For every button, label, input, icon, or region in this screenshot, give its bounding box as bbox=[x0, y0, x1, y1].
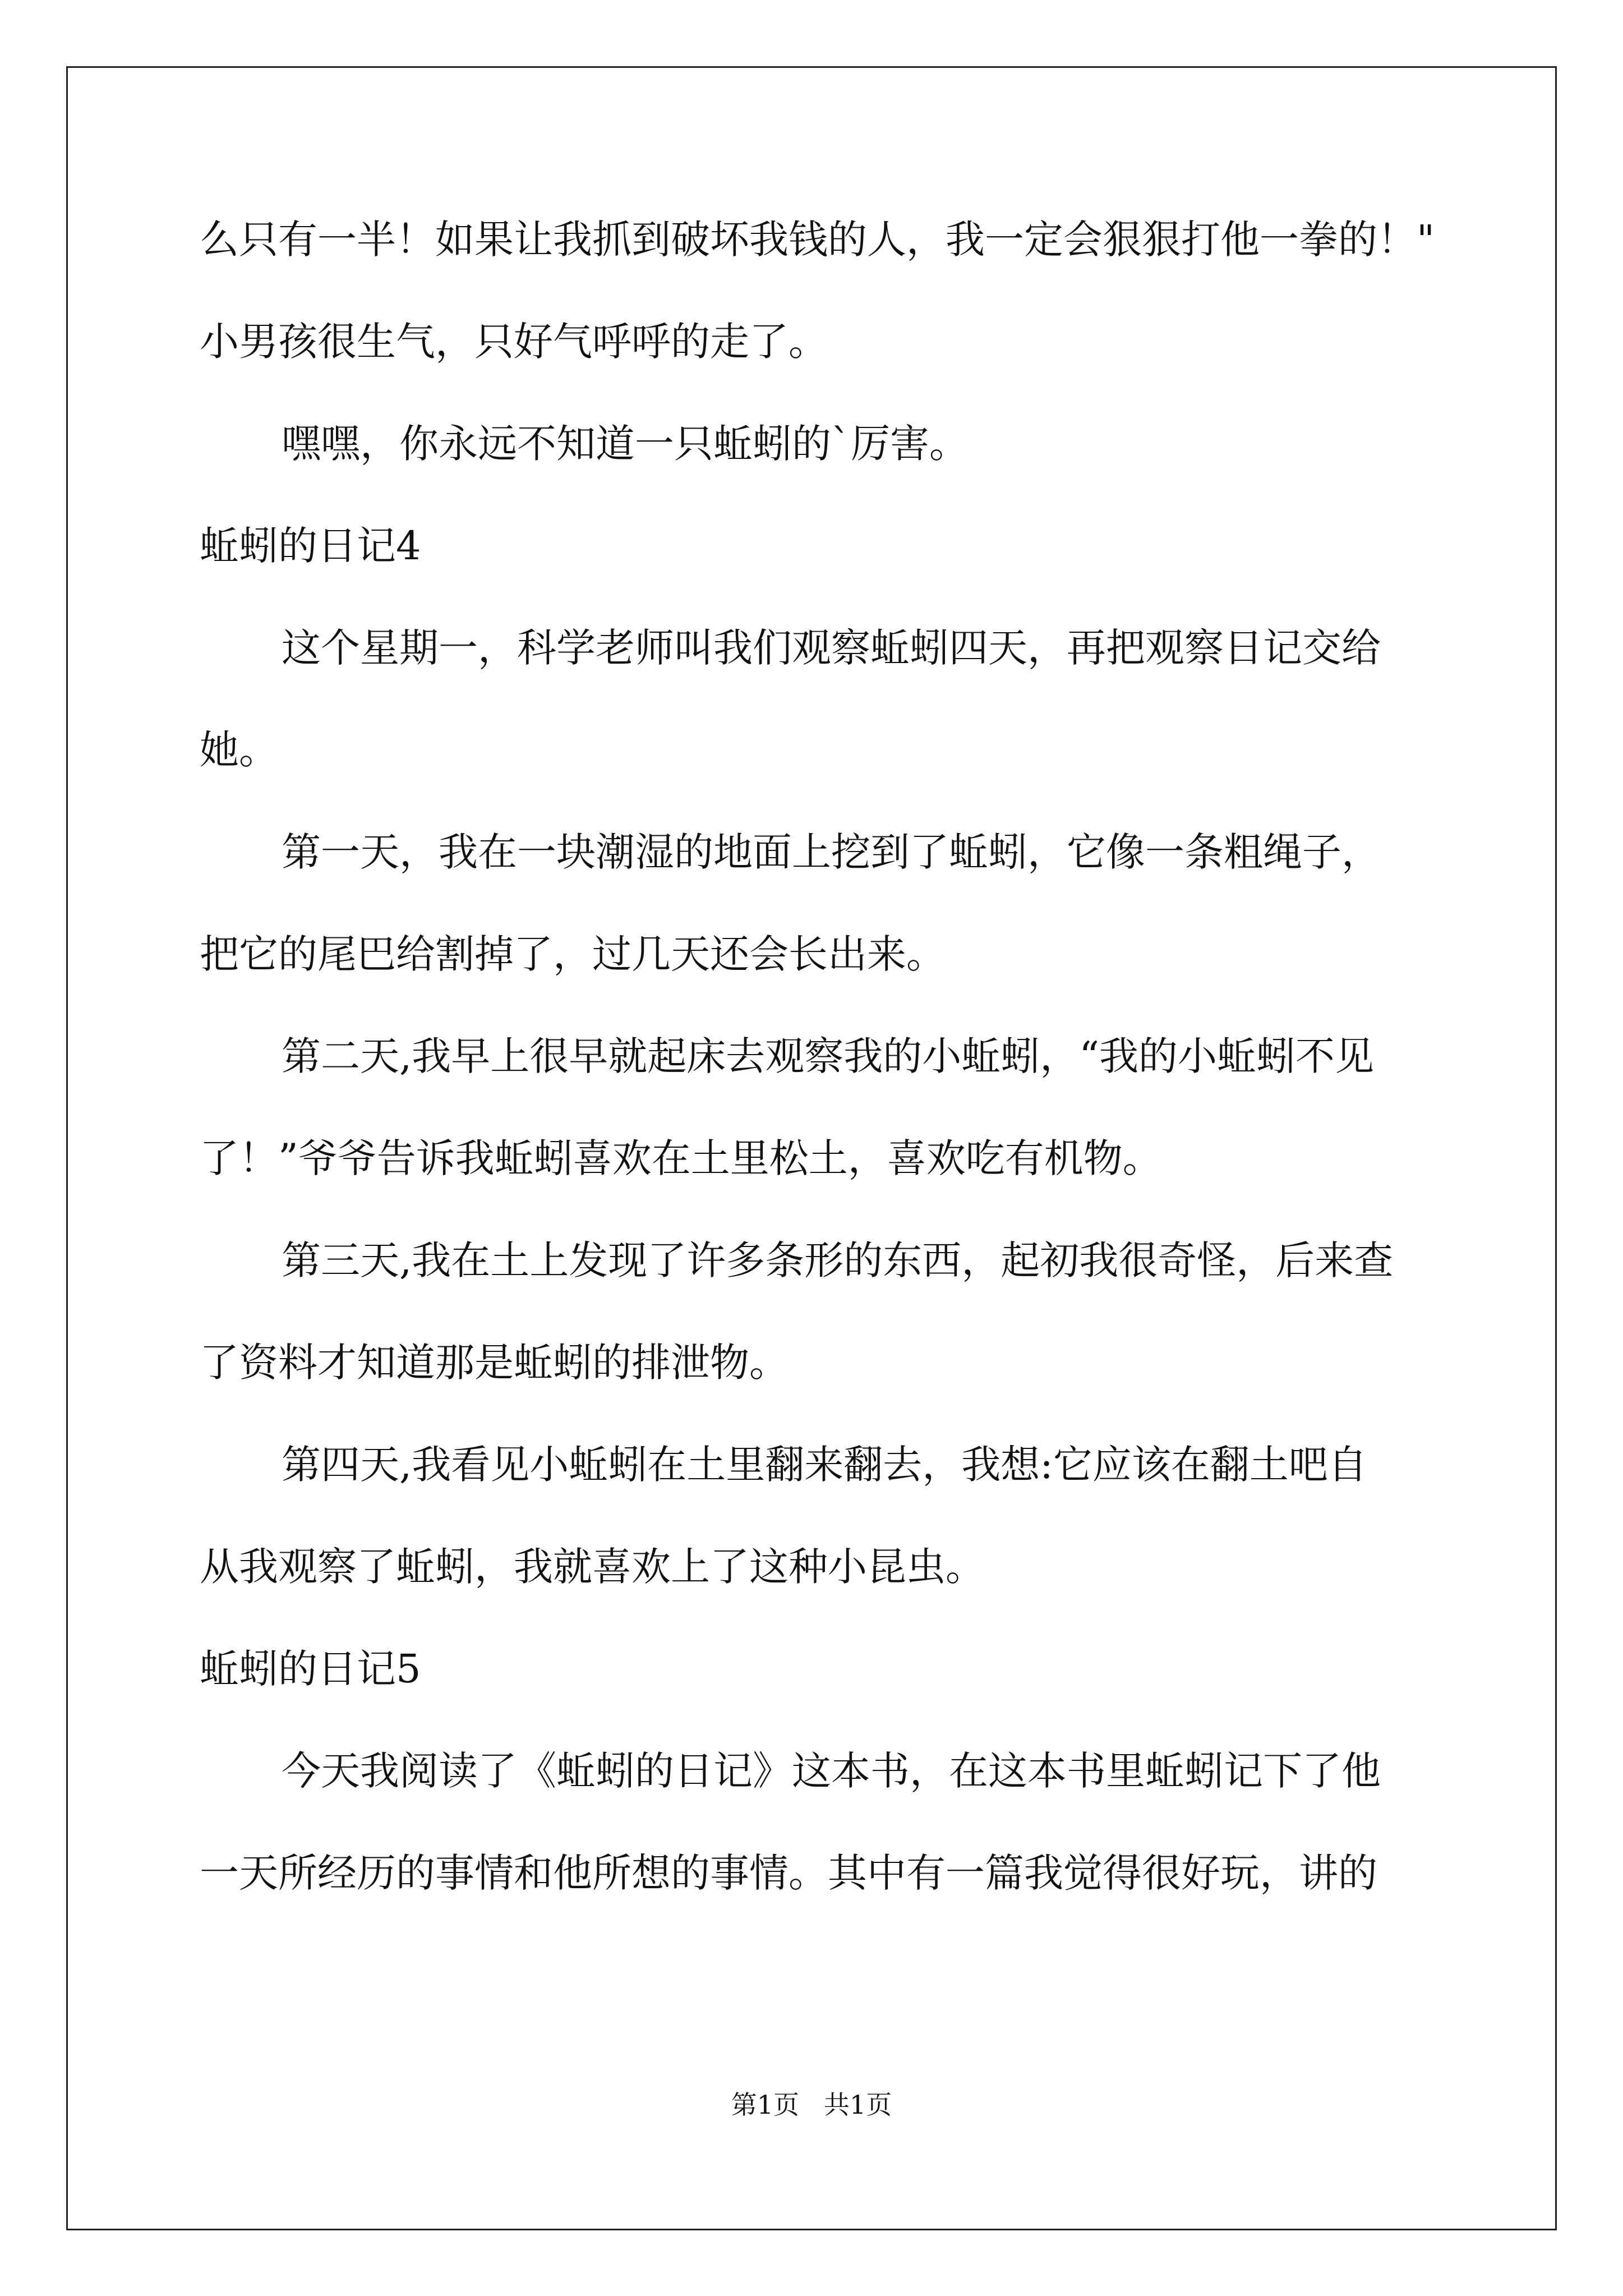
page-number-footer: 第1页 共1页 bbox=[731, 2090, 892, 2120]
paragraph-line: 第三天,我在土上发现了许多条形的东西，起初我很奇怪，后来查 bbox=[282, 1237, 1394, 1283]
paragraph-line: 第二天,我早上很早就起床去观察我的小蚯蚓，“我的小蚯蚓不见 bbox=[282, 1033, 1375, 1079]
section-heading: 蚯蚓的日记4 bbox=[200, 523, 421, 569]
paragraph-line: 嘿嘿，你永远不知道一只蚯蚓的`厉害。 bbox=[282, 421, 969, 467]
paragraph-line: 她。 bbox=[200, 727, 278, 773]
paragraph-line: 小男孩很生气，只好气呼呼的走了。 bbox=[200, 319, 828, 365]
section-heading: 蚯蚓的日记5 bbox=[200, 1646, 421, 1692]
paragraph-line: 今天我阅读了《蚯蚓的日记》这本书，在这本书里蚯蚓记下了他 bbox=[282, 1748, 1381, 1794]
paragraph-line: 了！”爷爷告诉我蚯蚓喜欢在土里松土，喜欢吃有机物。 bbox=[200, 1135, 1162, 1181]
paragraph-line: 一天所经历的事情和他所想的事情。其中有一篇我觉得很好玩，讲的 bbox=[200, 1850, 1377, 1896]
paragraph-line: 第四天,我看见小蚯蚓在土里翻来翻去，我想:它应该在翻土吧自 bbox=[282, 1442, 1367, 1488]
paragraph-line: 把它的尾巴给割掉了，过几天还会长出来。 bbox=[200, 931, 946, 977]
paragraph-line: 么只有一半！如果让我抓到破坏我钱的人，我一定会狠狠打他一拳的！" bbox=[200, 217, 1435, 263]
paragraph-line: 这个星期一，科学老师叫我们观察蚯蚓四天，再把观察日记交给 bbox=[282, 625, 1381, 671]
paragraph-line: 了资料才知道那是蚯蚓的排泄物。 bbox=[200, 1340, 789, 1386]
paragraph-line: 从我观察了蚯蚓，我就喜欢上了这种小昆虫。 bbox=[200, 1544, 985, 1590]
paragraph-line: 第一天，我在一块潮湿的地面上挖到了蚯蚓，它像一条粗绳子， bbox=[282, 829, 1381, 875]
